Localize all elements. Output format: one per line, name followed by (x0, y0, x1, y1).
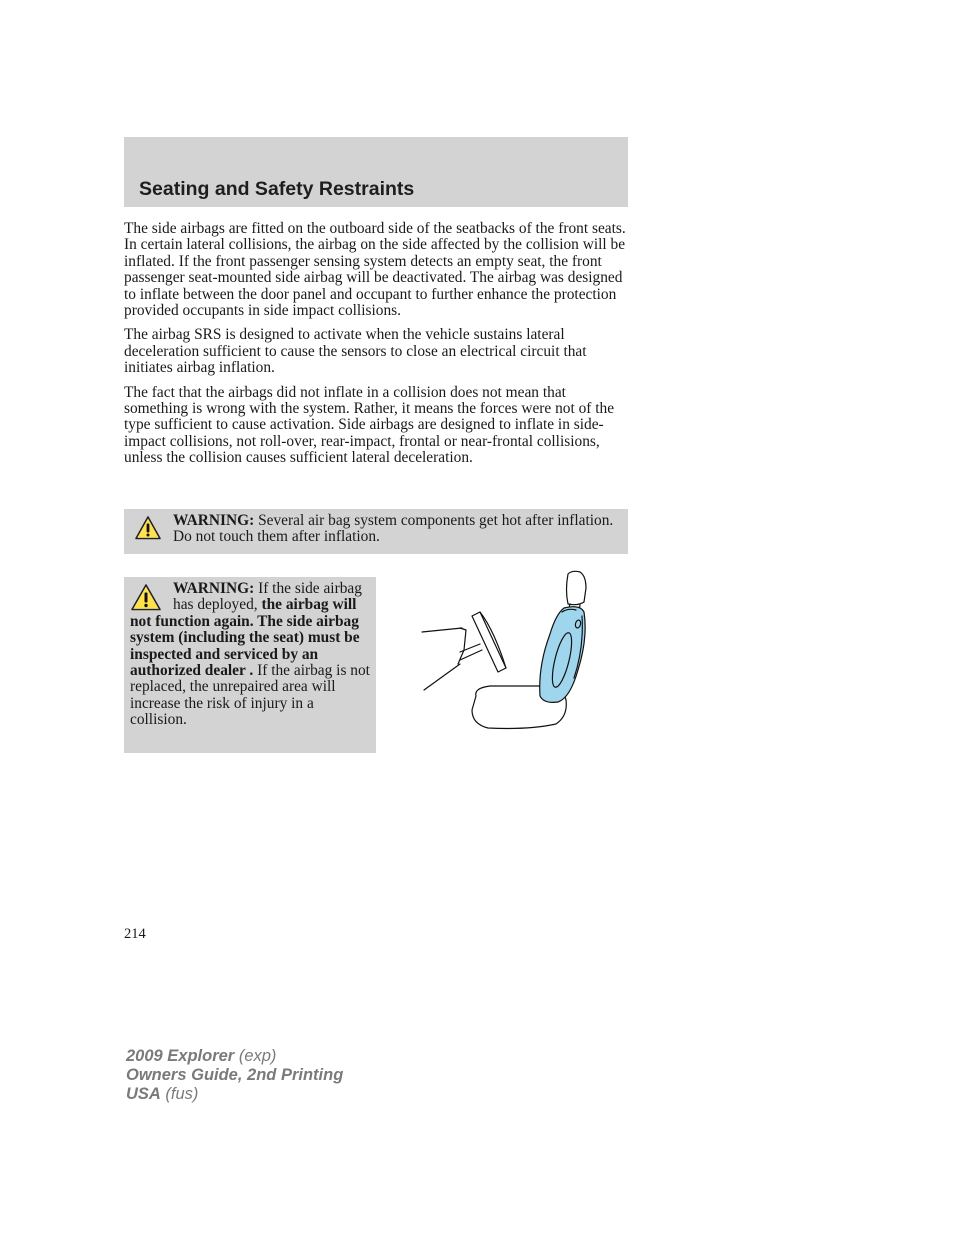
warning-label: WARNING: (173, 512, 255, 529)
footer-line-2: Owners Guide, 2nd Printing (126, 1066, 344, 1084)
paragraph-side-airbags: The side airbags are fitted on the outboard side of the seatbacks of the front seats. In certain lateral collisions, the airbag on the side affected by the collision will be inflated. If the front passenger sensing system detects an empty seat, the front passenger seat-mounted side airbag will be deactivated. The airbag was designed to inflate between the door panel and occupant to further enhance the protection provided occupants in side impact collisions. (124, 220, 626, 320)
footer-line-1: 2009 Explorer (exp) (126, 1047, 277, 1065)
warning-text-a: If the side airbag has deployed, (173, 580, 362, 614)
document-footer (126, 1047, 343, 1104)
seat-side-airbag-illustration (418, 568, 598, 732)
warning-triangle-icon (134, 515, 162, 545)
page-number: 214 (124, 926, 146, 942)
warning-text-bold: the airbag will not function again. The side airbag system (including the seat) must be inspected and serviced by an authorized dealer . (130, 596, 360, 680)
section-header-band (124, 137, 628, 207)
footer-line-3: USA (fus) (126, 1085, 199, 1103)
warning-airbag-deployed (124, 577, 376, 753)
warning-label: WARNING: (173, 580, 255, 597)
paragraph-non-inflation: The fact that the airbags did not inflate in a collision does not mean that something is wrong with the system. Rather, it means the forces were not of the type sufficient to cause activation. Side airbags are designed to inflate in side-impact collisions, not roll-over, rear-impact, frontal or near-frontal collisions, unless the collision causes sufficient lateral deceleration. (124, 383, 615, 467)
warning-hot-components (124, 509, 628, 554)
warning-text-b: If the airbag is not replaced, the unrepaired area will increase the risk of injury in a collision. (130, 662, 370, 729)
body-text (124, 221, 630, 475)
section-title: Seating and Safety Restraints (139, 178, 415, 200)
warning-text: Several air bag system components get hot after inflation. Do not touch them after inflation. (173, 512, 614, 546)
paragraph-activation: The airbag SRS is designed to activate when the vehicle sustains lateral deceleration sufficient to cause the sensors to close an electrical circuit that initiates airbag inflation. (124, 326, 587, 377)
